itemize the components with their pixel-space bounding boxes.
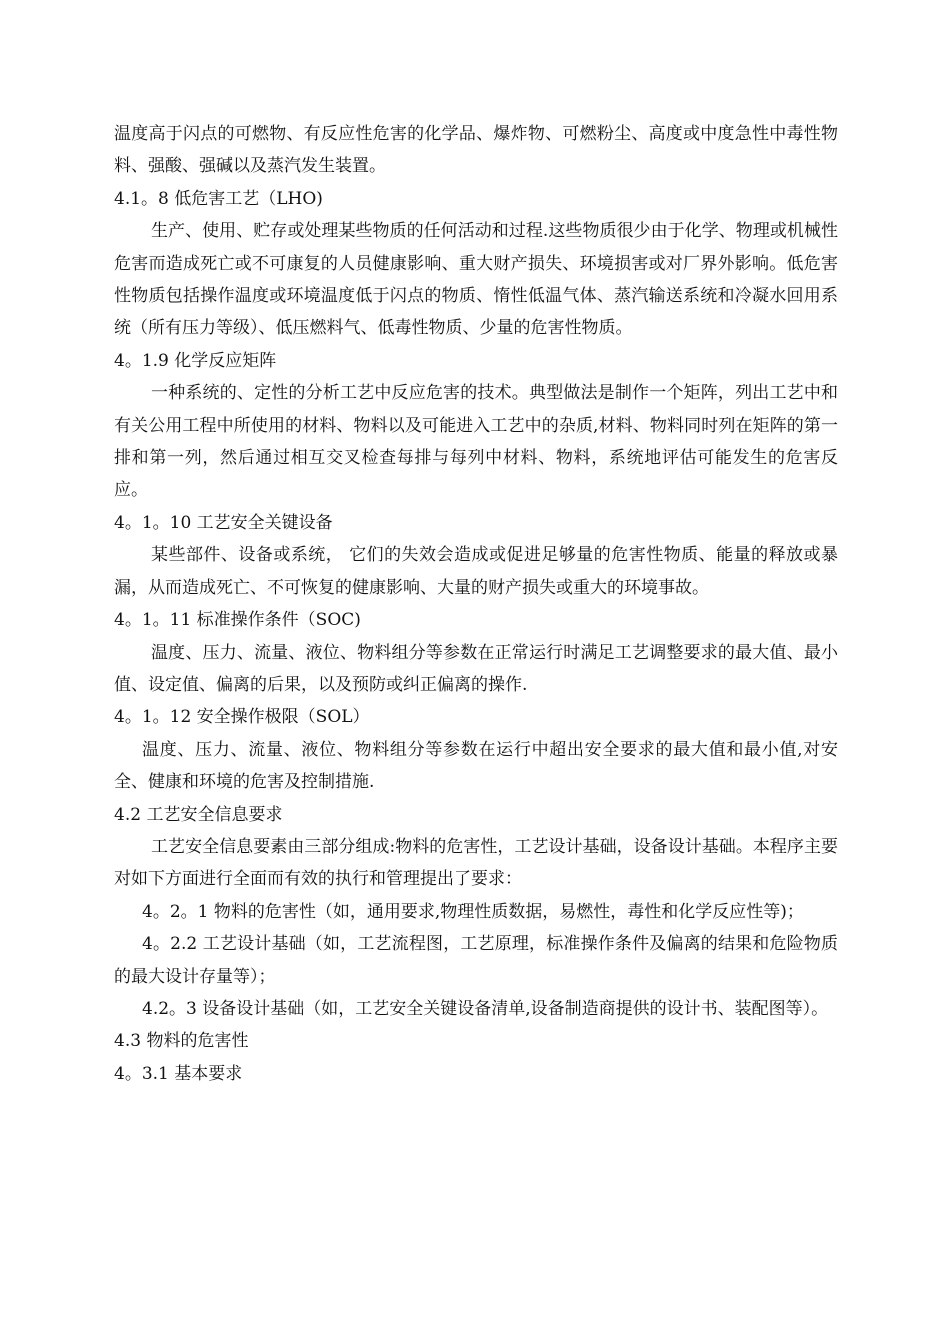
document-body [114, 118, 838, 1090]
section-heading: 4。1。12 安全操作极限（SOL） [114, 707, 370, 728]
paragraph: 生产、使用、贮存或处理某些物质的任何活动和过程.这些物质很少由于化学、物理或机械性危害而造成死亡或不可康复的人员健康影响、重大财产损失、环境损害或对厂界外影响。低危害性物质包括操作温度或环境温度低于闪点的物质、惰性低温气体、蒸汽输送系统和冷凝水回用系统（所有压力等级）、低压燃料气、低毒性物质、少量的危害性物质。 [114, 221, 838, 339]
section-heading: 4。1。10 工艺安全关键设备 [114, 512, 333, 533]
section-heading: 4.2 工艺安全信息要求 [114, 804, 283, 825]
section-heading: 4。3.1 基本要求 [114, 1063, 243, 1084]
list-item: 4.2。3 设备设计基础（如，工艺安全关键设备清单,设备制造商提供的设计书、装配图等）。 [142, 998, 829, 1019]
paragraph: 温度、压力、流量、液位、物料组分等参数在正常运行时满足工艺调整要求的最大值、最小值、设定值、偏离的后果，以及预防或纠正偏离的操作. [114, 642, 838, 695]
list-item: 4。2.2 工艺设计基础（如，工艺流程图，工艺原理，标准操作条件及偏离的结果和危险物质的最大设计存量等）； [114, 934, 838, 987]
paragraph: 温度高于闪点的可燃物、有反应性危害的化学品、爆炸物、可燃粉尘、高度或中度急性中毒性物料、强酸、强碱以及蒸汽发生装置。 [114, 124, 838, 177]
section-heading: 4.1。8 低危害工艺（LHO) [114, 188, 323, 209]
section-heading: 4。1。11 标准操作条件（SOC) [114, 610, 361, 631]
paragraph: 一种系统的、定性的分析工艺中反应危害的技术。典型做法是制作一个矩阵，列出工艺中和有关公用工程中所使用的材料、物料以及可能进入工艺中的杂质,材料、物料同时列在矩阵的第一排和第一列，然后通过相互交叉检查每排与每列中材料、物料，系统地评估可能发生的危害反应。 [114, 383, 838, 501]
paragraph: 工艺安全信息要素由三部分组成:物料的危害性，工艺设计基础，设备设计基础。本程序主要对如下方面进行全面而有效的执行和管理提出了要求： [114, 836, 838, 890]
section-heading: 4。1.9 化学反应矩阵 [114, 350, 277, 371]
paragraph: 温度、压力、流量、液位、物料组分等参数在运行中超出安全要求的最大值和最小值,对安全、健康和环境的危害及控制措施. [114, 739, 838, 793]
section-heading: 4.3 物料的危害性 [114, 1031, 249, 1052]
paragraph: 某些部件、设备或系统， 它们的失效会造成或促进足够量的危害性物质、能量的释放或暴漏，从而造成死亡、不可恢复的健康影响、大量的财产损失或重大的环境事故。 [114, 545, 838, 598]
list-item: 4。2。1 物料的危害性（如，通用要求,物理性质数据，易燃性，毒性和化学反应性等)； [142, 901, 804, 922]
